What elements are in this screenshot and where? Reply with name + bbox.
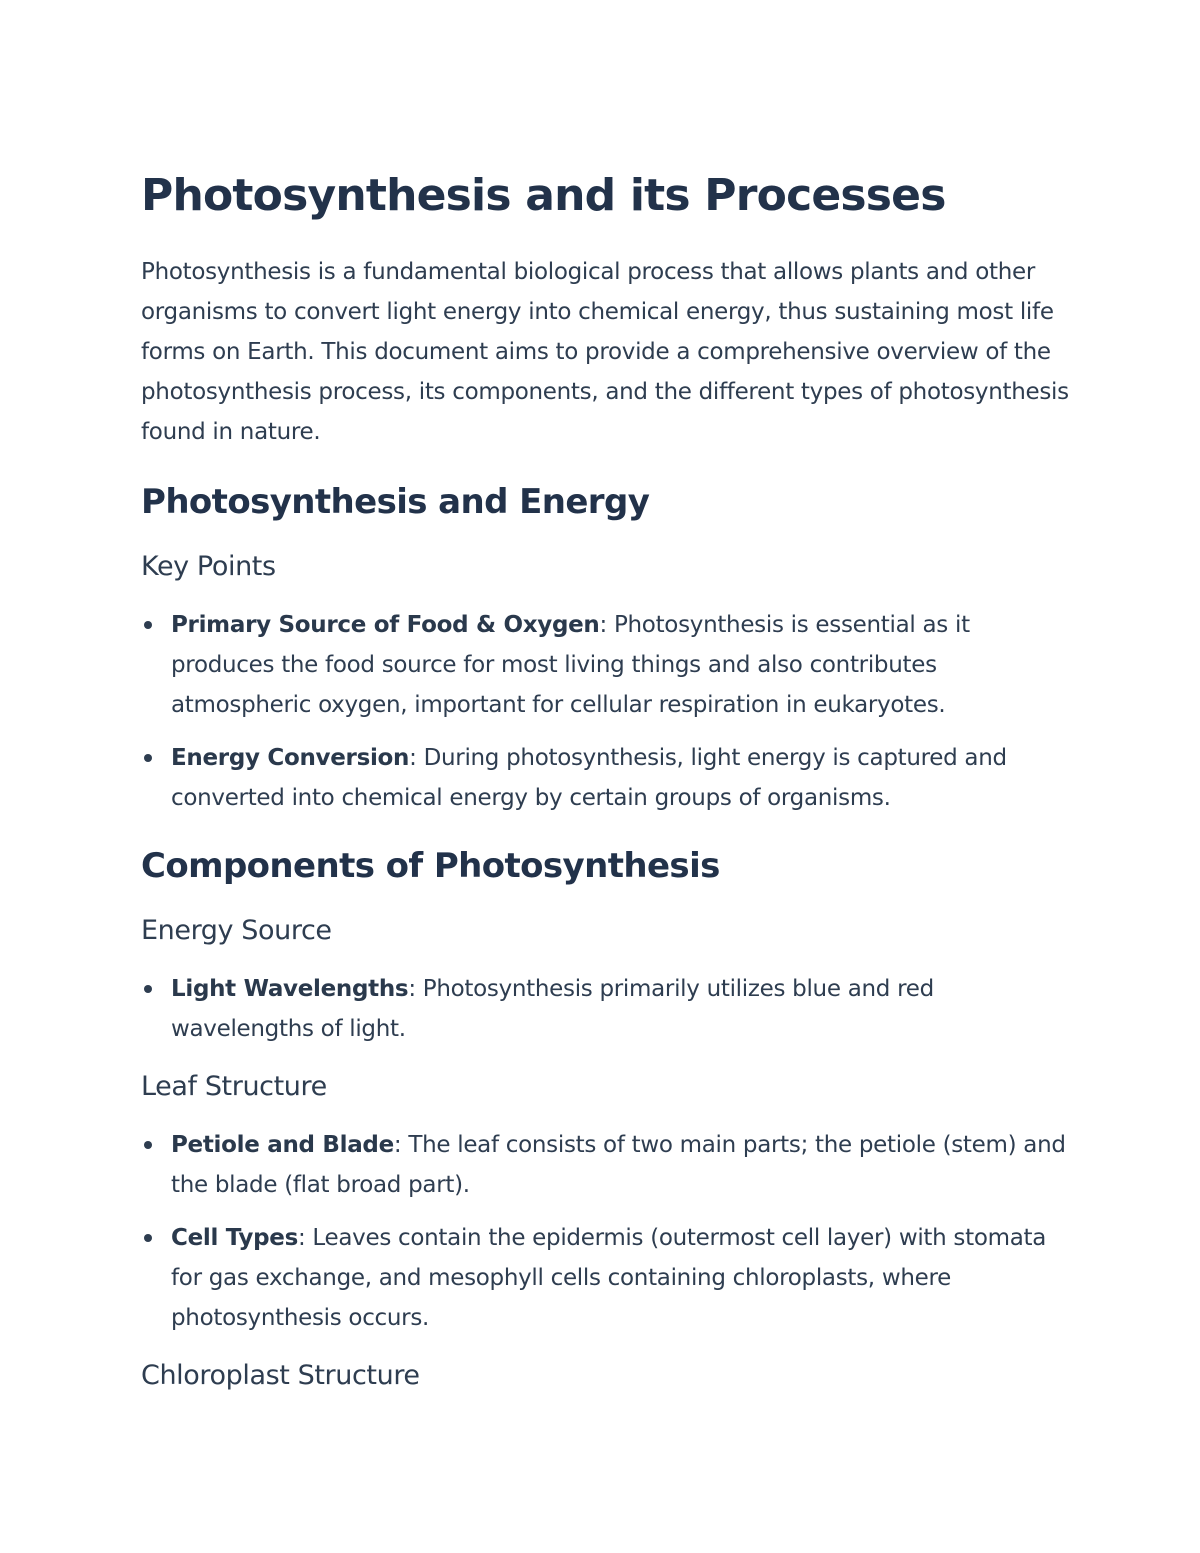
subheading-chloroplast-structure: Chloroplast Structure	[141, 1360, 420, 1391]
list-item-term: Primary Source of Food & Oxygen	[171, 612, 600, 638]
list-item-text: : The leaf consists of two main parts; the petiole (stem) and the blade (flat broad part).	[171, 1132, 1066, 1198]
list-item	[141, 738, 1071, 818]
list-item-text: : During photosynthesis, light energy is captured and converted into chemical energy by certain groups of organisms.	[171, 745, 1007, 811]
subheading-leaf-structure: Leaf Structure	[141, 1071, 327, 1102]
list-item-term: Energy Conversion	[171, 745, 410, 771]
section-heading-components: Components of Photosynthesis	[141, 846, 720, 886]
bullet-icon	[144, 985, 152, 993]
list-item	[141, 1125, 1071, 1205]
list-item-term: Cell Types	[171, 1225, 298, 1251]
key-points-list	[141, 605, 1071, 818]
document-page	[141, 168, 1071, 1394]
list-item	[141, 969, 1071, 1049]
bullet-icon	[144, 1141, 152, 1149]
list-item	[141, 1218, 1071, 1338]
list-item	[141, 605, 1071, 725]
bullet-icon	[144, 621, 152, 629]
intro-paragraph: Photosynthesis is a fundamental biological process that allows plants and other organisms to convert light energy into chemical energy, thus sustaining most life forms on Earth. This document aims to provide a comprehensive overview of the photosynthesis process, its components, and the different types of photosynthesis found in nature.	[141, 259, 1069, 445]
leaf-structure-list	[141, 1125, 1071, 1338]
energy-source-list	[141, 969, 1071, 1049]
document-title: Photosynthesis and its Processes	[141, 170, 946, 221]
bullet-icon	[144, 754, 152, 762]
list-item-text: : Photosynthesis primarily utilizes blue and red wavelengths of light.	[171, 976, 934, 1042]
subheading-energy-source: Energy Source	[141, 915, 332, 946]
section-heading-photosynthesis-energy: Photosynthesis and Energy	[141, 482, 650, 522]
bullet-icon	[144, 1234, 152, 1242]
list-item-text: : Leaves contain the epidermis (outermost cell layer) with stomata for gas exchange, and mesophyll cells containing chloroplasts, where photosynthesis occurs.	[171, 1225, 1047, 1331]
list-item-term: Light Wavelengths	[171, 976, 409, 1002]
list-item-text: : Photosynthesis is essential as it produces the food source for most living things and also contributes atmospheric oxygen, important for cellular respiration in eukaryotes.	[171, 612, 970, 718]
list-item-term: Petiole and Blade	[171, 1132, 394, 1158]
subheading-key-points: Key Points	[141, 551, 276, 582]
